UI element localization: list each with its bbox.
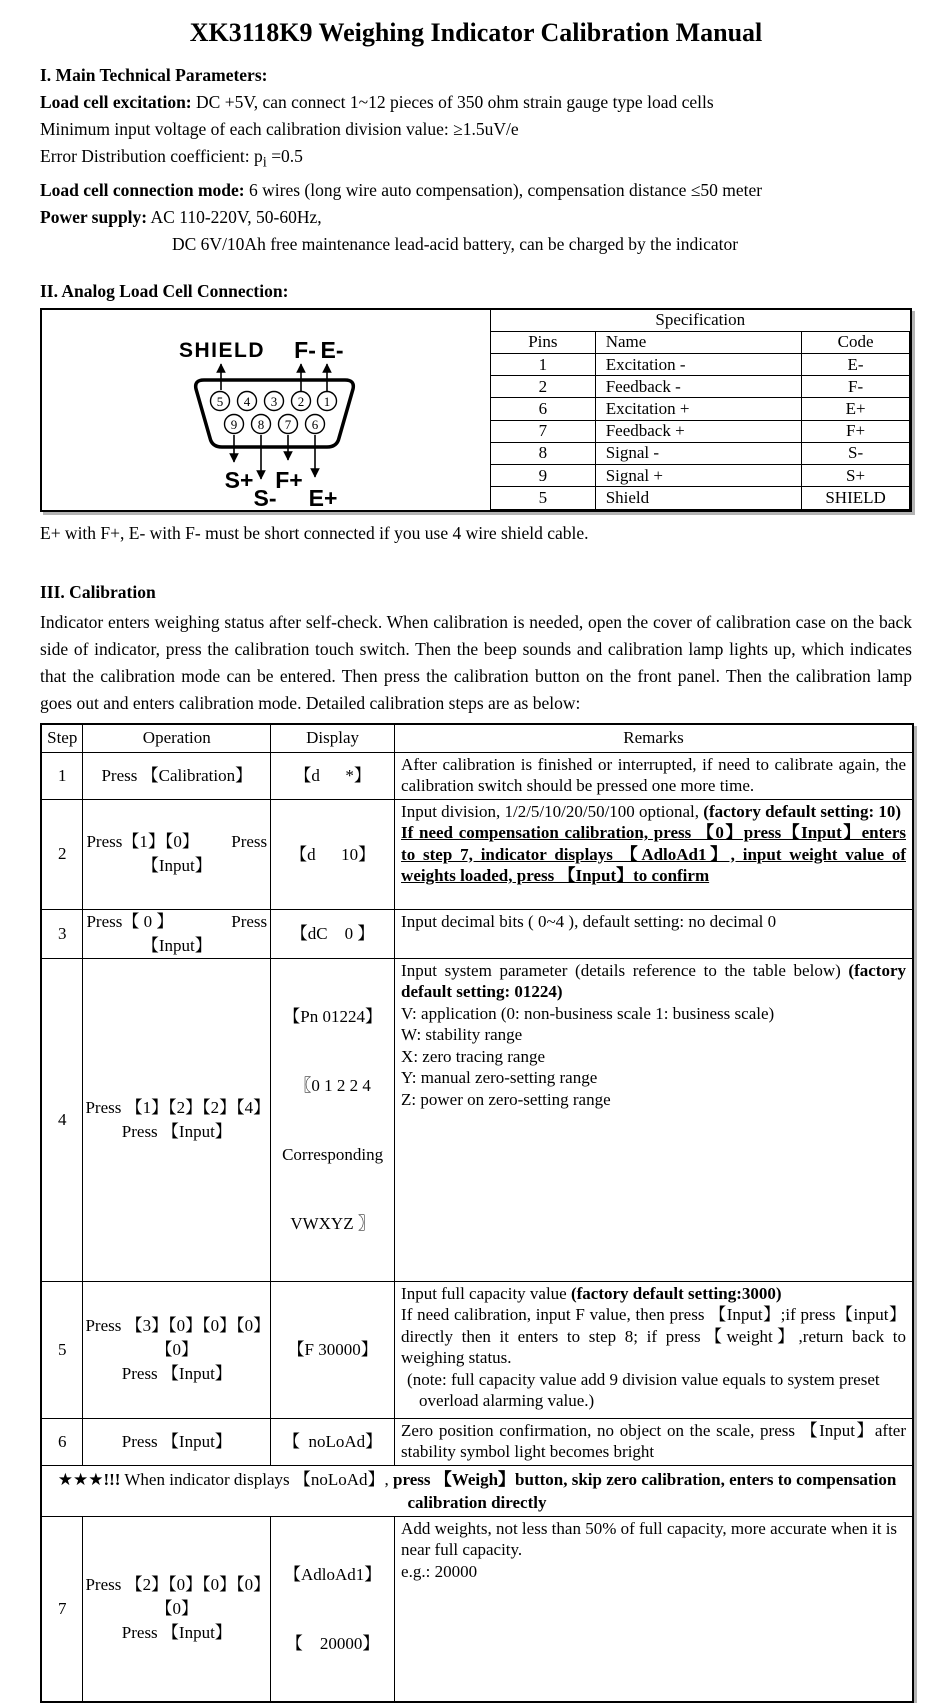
spec-pin: 7 xyxy=(491,420,596,442)
spec-code: F+ xyxy=(802,420,910,442)
spec-name: Signal + xyxy=(595,465,801,487)
remark-text: Add weights, not less than 50% of full capacity, more accurate when it is near full capacity. xyxy=(401,1518,898,1559)
spec-pin: 9 xyxy=(491,465,596,487)
operation-cell: Press 【Calibration】 xyxy=(83,752,271,799)
param-error-suffix: =0.5 xyxy=(266,146,303,166)
param-error-coeff xyxy=(40,143,912,177)
param-power-label: Power supply: xyxy=(40,206,148,227)
display-line: Corresponding xyxy=(282,1144,384,1164)
display-cell xyxy=(271,958,395,1281)
spec-pin: 8 xyxy=(491,442,596,464)
display-line: 【 20000】 xyxy=(285,1633,380,1653)
step-cell: 3 xyxy=(41,909,83,958)
f-plus-label: F+ xyxy=(275,466,303,493)
note-bold: press 【Weigh】button, skip zero calibration, enters to compensation calibration directly xyxy=(393,1469,897,1512)
pin-circles-bottom xyxy=(225,414,325,433)
operation-cell xyxy=(83,1281,271,1418)
op-keys2: 【0】 xyxy=(155,1339,199,1359)
param-power-line2: DC 6V/10Ah free maintenance lead-acid battery, can be charged by the indicator xyxy=(172,233,739,254)
step-row-5 xyxy=(41,1281,913,1418)
step-cell: 1 xyxy=(41,752,83,799)
param-power-supply xyxy=(40,204,912,231)
display-line: 〖0 1 2 2 4 xyxy=(294,1075,371,1095)
db9-connector-drawing xyxy=(42,310,494,510)
svg-text:7: 7 xyxy=(284,416,292,432)
operation-cell xyxy=(83,958,271,1281)
spec-header-code: Code xyxy=(802,331,910,353)
svg-text:8: 8 xyxy=(257,416,265,432)
op-keys: Press【 0 】 xyxy=(86,911,174,931)
remark-note: (note: full capacity value add 9 division value equals to system preset overload alarming value.) xyxy=(407,1369,880,1410)
e-minus-label: E- xyxy=(320,336,344,363)
remark-line: Y: manual zero-setting range xyxy=(401,1068,598,1087)
remark-bold: (factory default setting: 01224) xyxy=(401,960,906,1001)
spec-pin: 5 xyxy=(491,487,596,509)
f-minus-label: F- xyxy=(294,336,316,363)
op-keys: Press 【1】【2】【2】【4】 xyxy=(85,1097,271,1117)
spec-name: Feedback + xyxy=(595,420,801,442)
remark-bold: (factory default setting:3000) xyxy=(570,1283,782,1303)
calibration-intro: Indicator enters weighing status after self-check. When calibration is needed, open the cover of calibration case on the back side of indicator, press the calibration touch switch. Then the beep sounds and calibration lamp lights up, which indicates that the calibration mode can be entered. Then press the calibration button on the front panel. Then the calibration lamp goes out and enters calibration mode. Detailed calibration steps are as below: xyxy=(40,611,912,713)
header-display: Display xyxy=(271,724,395,753)
connector-shell xyxy=(196,380,354,447)
shield-label: SHIELD xyxy=(178,338,266,362)
param-power-text: AC 110-220V, 50-60Hz, xyxy=(147,206,322,227)
remark-text: Input full capacity value xyxy=(401,1283,571,1303)
display-cell: 【F 30000】 xyxy=(271,1281,395,1418)
spec-name: Feedback - xyxy=(595,376,801,398)
spec-name: Shield xyxy=(595,487,801,509)
remark-underlined: If need compensation calibration, press 【0】press【Input】enters to step 7, indicator displays 【AdloAd1】, input weight value of weights loaded, press 【Input】to confirm xyxy=(401,823,906,885)
step-cell: 5 xyxy=(41,1281,83,1418)
display-cell: 【d 10】 xyxy=(271,799,395,909)
remarks-cell: After calibration is finished or interrupted, if need to calibrate again, the calibration switch should be pressed one more time. xyxy=(395,752,913,799)
remarks-cell xyxy=(395,1281,913,1418)
param-excitation-label: Load cell excitation: xyxy=(40,92,192,112)
svg-text:5: 5 xyxy=(216,393,224,409)
spec-pin: 6 xyxy=(491,398,596,420)
operation-cell xyxy=(83,909,271,958)
spec-row xyxy=(491,465,910,487)
spec-header-name: Name xyxy=(595,331,801,353)
op-keys2: 【0】 xyxy=(155,1598,199,1618)
pin-numbers-top xyxy=(217,394,331,409)
section2-heading: II. Analog Load Cell Connection: xyxy=(40,280,289,301)
op-keys: Press【1】【0】 xyxy=(86,832,199,851)
param-connection-text: 6 wires (long wire auto compensation), compensation distance ≤50 meter xyxy=(244,179,763,200)
operation-cell: Press 【Input】 xyxy=(83,1418,271,1465)
spec-header-pins: Pins xyxy=(491,331,596,353)
param-connection-label: Load cell connection mode: xyxy=(40,179,245,200)
step-row-4 xyxy=(41,958,913,1281)
spec-pin: 2 xyxy=(491,376,596,398)
spec-name: Signal - xyxy=(595,442,801,464)
skip-zero-note xyxy=(41,1465,913,1516)
display-cell: 【 noLoAd】 xyxy=(271,1418,395,1465)
remarks-cell xyxy=(395,1516,913,1702)
s-minus-label: S- xyxy=(253,484,277,510)
step-row-7 xyxy=(41,1516,913,1702)
param-error-subscript: i xyxy=(262,154,267,171)
param-connection-mode xyxy=(40,177,912,204)
op-press: Press xyxy=(231,832,268,851)
step-cell: 6 xyxy=(41,1418,83,1465)
section1-heading: I. Main Technical Parameters: xyxy=(40,65,268,85)
svg-text:2: 2 xyxy=(297,393,305,409)
display-cell xyxy=(271,1516,395,1702)
spec-row xyxy=(491,420,910,442)
e-plus-label: E+ xyxy=(308,484,338,510)
remarks-cell: Zero position confirmation, no object on the scale, press 【Input】after stability symbol light becomes bright xyxy=(395,1418,913,1465)
spec-code: S- xyxy=(802,442,910,464)
spec-row xyxy=(491,398,910,420)
op-input: Press 【Input】 xyxy=(121,1121,232,1141)
spec-name: Excitation + xyxy=(595,398,801,420)
svg-text:6: 6 xyxy=(311,416,319,432)
connector-diagram xyxy=(42,310,490,510)
param-excitation xyxy=(40,89,912,116)
page-title: XK3118K9 Weighing Indicator Calibration Manual xyxy=(189,18,763,47)
display-line: 【AdloAd1】 xyxy=(283,1564,382,1584)
op-input: Press 【Input】 xyxy=(121,1363,232,1383)
display-line: VWXYZ 〗 xyxy=(290,1213,375,1233)
remark-body: If need calibration, input F value, then press 【Input】;if press【input】directly then it enters to step 8; if press【weight】,return back to weighing status. xyxy=(401,1305,906,1367)
connection-box xyxy=(40,308,912,512)
step-row-6 xyxy=(41,1418,913,1465)
op-input: Press 【Input】 xyxy=(121,1622,232,1642)
remark-line: Z: power on zero-setting range xyxy=(401,1089,611,1109)
svg-text:3: 3 xyxy=(270,393,278,409)
spec-code: S+ xyxy=(802,465,910,487)
op-keys: Press 【3】【0】【0】【0】 xyxy=(85,1315,271,1335)
remark-example: e.g.: 20000 xyxy=(401,1561,478,1581)
skip-zero-note-row xyxy=(41,1465,913,1516)
display-cell: 【d *】 xyxy=(271,752,395,799)
stars: ★★★!!! xyxy=(57,1469,121,1489)
s-plus-label: S+ xyxy=(224,466,254,493)
param-excitation-text: DC +5V, can connect 1~12 pieces of 350 ohm strain gauge type load cells xyxy=(191,92,714,112)
operation-cell xyxy=(83,1516,271,1702)
param-min-input: Minimum input voltage of each calibration division value: ≥1.5uV/e xyxy=(40,119,519,139)
spec-row xyxy=(491,353,910,375)
header-operation: Operation xyxy=(83,724,271,753)
op-keys: Press 【2】【0】【0】【0】 xyxy=(85,1574,271,1594)
spec-code: E- xyxy=(802,353,910,375)
header-remarks: Remarks xyxy=(395,724,913,753)
display-line: 【Pn 01224】 xyxy=(283,1006,382,1026)
op-press: Press xyxy=(231,911,268,931)
step-cell: 2 xyxy=(41,799,83,909)
step-cell: 4 xyxy=(41,958,83,1281)
short-connect-note: E+ with F+, E- with F- must be short connected if you use 4 wire shield cable. xyxy=(40,522,589,543)
remark-line: X: zero tracing range xyxy=(401,1046,545,1066)
spec-title: Specification xyxy=(491,310,910,332)
spec-table xyxy=(490,310,910,510)
spec-code: E+ xyxy=(802,398,910,420)
param-error-prefix: Error Distribution coefficient: p xyxy=(40,146,263,166)
step-row-2 xyxy=(41,799,913,909)
calibration-header-row xyxy=(41,724,913,753)
spec-row xyxy=(491,442,910,464)
step-row-3 xyxy=(41,909,913,958)
spec-name: Excitation - xyxy=(595,353,801,375)
spec-row xyxy=(491,376,910,398)
spec-code: SHIELD xyxy=(802,487,910,509)
svg-text:1: 1 xyxy=(323,393,331,409)
remark-text: Input system parameter (details reference to the table below) xyxy=(401,960,849,980)
remark-line: W: stability range xyxy=(401,1025,523,1044)
operation-cell xyxy=(83,799,271,909)
remarks-cell xyxy=(395,958,913,1281)
op-input: 【Input】 xyxy=(141,935,212,955)
op-input: 【Input】 xyxy=(141,856,212,875)
svg-text:9: 9 xyxy=(230,416,238,432)
remark-text: Input division, 1/2/5/10/20/50/100 optional, xyxy=(401,801,704,821)
remarks-cell xyxy=(395,799,913,909)
step-cell: 7 xyxy=(41,1516,83,1702)
header-step: Step xyxy=(41,724,83,753)
calibration-table xyxy=(40,723,914,1703)
note-plain: When indicator displays 【noLoAd】, xyxy=(120,1469,394,1489)
step-row-1 xyxy=(41,752,913,799)
display-cell: 【dC 0 】 xyxy=(271,909,395,958)
remarks-cell: Input decimal bits ( 0~4 ), default setting: no decimal 0 xyxy=(395,909,913,958)
remark-bold: (factory default setting: 10) xyxy=(703,801,902,821)
spec-table-wrap xyxy=(490,310,910,510)
section3-heading: III. Calibration xyxy=(40,581,156,602)
spec-code: F- xyxy=(802,376,910,398)
spec-row xyxy=(491,487,910,509)
svg-text:4: 4 xyxy=(243,393,251,409)
remark-line: V: application (0: non-business scale 1: business scale) xyxy=(401,1003,775,1023)
spec-pin: 1 xyxy=(491,353,596,375)
